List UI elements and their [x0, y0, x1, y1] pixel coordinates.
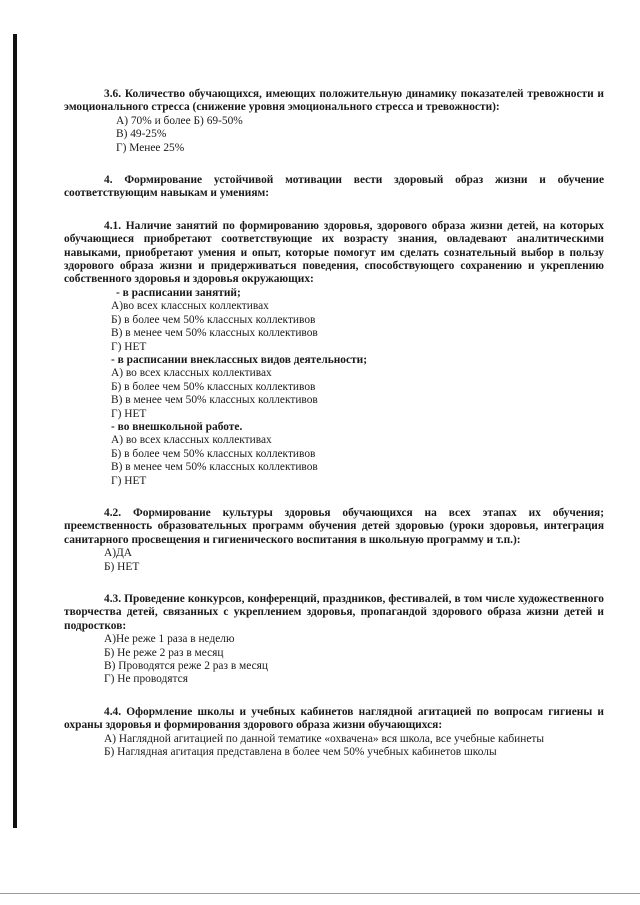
section-4-2-option: Б) НЕТ: [104, 560, 140, 573]
section-4-2-option: А)ДА: [104, 547, 133, 560]
section-4-1-sub-outschool: - во внешкольной работе.: [111, 420, 243, 433]
section-4-1-option: В) в менее чем 50% классных коллективов: [111, 327, 318, 340]
section-4-1-sub-schedule: - в расписании занятий;: [116, 286, 241, 299]
section-4-1-option: А) во всех классных коллективах: [111, 434, 272, 447]
bottom-rule: [0, 893, 640, 894]
section-4-3-option: Б) Не реже 2 раз в месяц: [104, 646, 224, 659]
section-4-1-option: Г) НЕТ: [111, 340, 147, 353]
section-4-1-option: Б) в более чем 50% классных коллективов: [111, 313, 316, 326]
section-4-1-option: А) во всех классных коллективах: [111, 367, 272, 380]
page-content: [64, 88, 604, 759]
section-4-heading: 4. Формирование устойчивой мотивации вести здоровый образ жизни и обучение соответствующим навыкам и умениям:: [64, 174, 604, 200]
section-4-1-option: Б) в более чем 50% классных коллективов: [111, 380, 316, 393]
section-4-1-option: В) в менее чем 50% классных коллективов: [111, 461, 318, 474]
section-4-4-heading: 4.4. Оформление школы и учебных кабинетов наглядной агитацией по вопросам гигиены и охраны здоровья и формирования здорового образа жизни обучающихся:: [64, 705, 604, 732]
scan-margin-bar: [13, 34, 17, 828]
section-4-1-option: В) в менее чем 50% классных коллективов: [111, 394, 318, 407]
section-4-1-heading: 4.1. Наличие занятий по формированию здоровья, здорового образа жизни детей, на которых обучающиеся приобретают соответствующие их возрасту знания, овладевают аналитическими навыками, приобретают умения и опыт, которые помогут им сделать сознательный выбор в пользу здорового образа жизни и придерживаться поведения, способствующего сохранению и укреплению собственного здоровья и здоровья окружающих:: [64, 219, 604, 286]
section-4-1-option: Г) НЕТ: [111, 407, 147, 420]
section-4-3-heading: 4.3. Проведение конкурсов, конференций, праздников, фестивалей, в том числе художественного творчества детей, связанных с укреплением здоровья, пропагандой здорового образа жизни детей и подростков:: [64, 593, 604, 632]
section-4-3-option: А)Не реже 1 раза в неделю: [104, 633, 235, 646]
section-4-4-option: Б) Наглядная агитация представлена в более чем 50% учебных кабинетов школы: [104, 746, 497, 759]
section-3-6-option: А) 70% и более Б) 69-50%: [116, 114, 243, 127]
section-4-4-option: А) Наглядной агитацией по данной тематике «охвачена» вся школа, все учебные кабинеты: [104, 732, 545, 745]
section-4-2-heading: 4.2. Формирование культуры здоровья обучающихся на всех этапах их обучения; преемственность образовательных программ обучения детей здоровью (уроки здоровья, интеграция санитарного просвещения и гигиенического воспитания в школьную программу и т.п.):: [64, 506, 604, 546]
section-3-6-heading: 3.6. Количество обучающихся, имеющих положительную динамику показателей тревожности и эмоционального стресса (снижение уровня эмоционального стресса и тревожности):: [64, 88, 604, 114]
section-4-1-option: Б) в более чем 50% классных коллективов: [111, 447, 316, 460]
section-4-3-option: Г) Не проводятся: [104, 673, 188, 686]
section-4-3-option: В) Проводятся реже 2 раз в месяц: [104, 660, 268, 673]
section-3-6-option: В) 49-25%: [116, 128, 167, 141]
section-4-1-sub-extracurricular: - в расписании внеклассных видов деятельности;: [111, 353, 368, 366]
section-3-6-option: Г) Менее 25%: [116, 141, 185, 154]
section-4-1-option: А)во всех классных коллективах: [111, 300, 269, 313]
section-4-1-option: Г) НЕТ: [111, 474, 147, 487]
